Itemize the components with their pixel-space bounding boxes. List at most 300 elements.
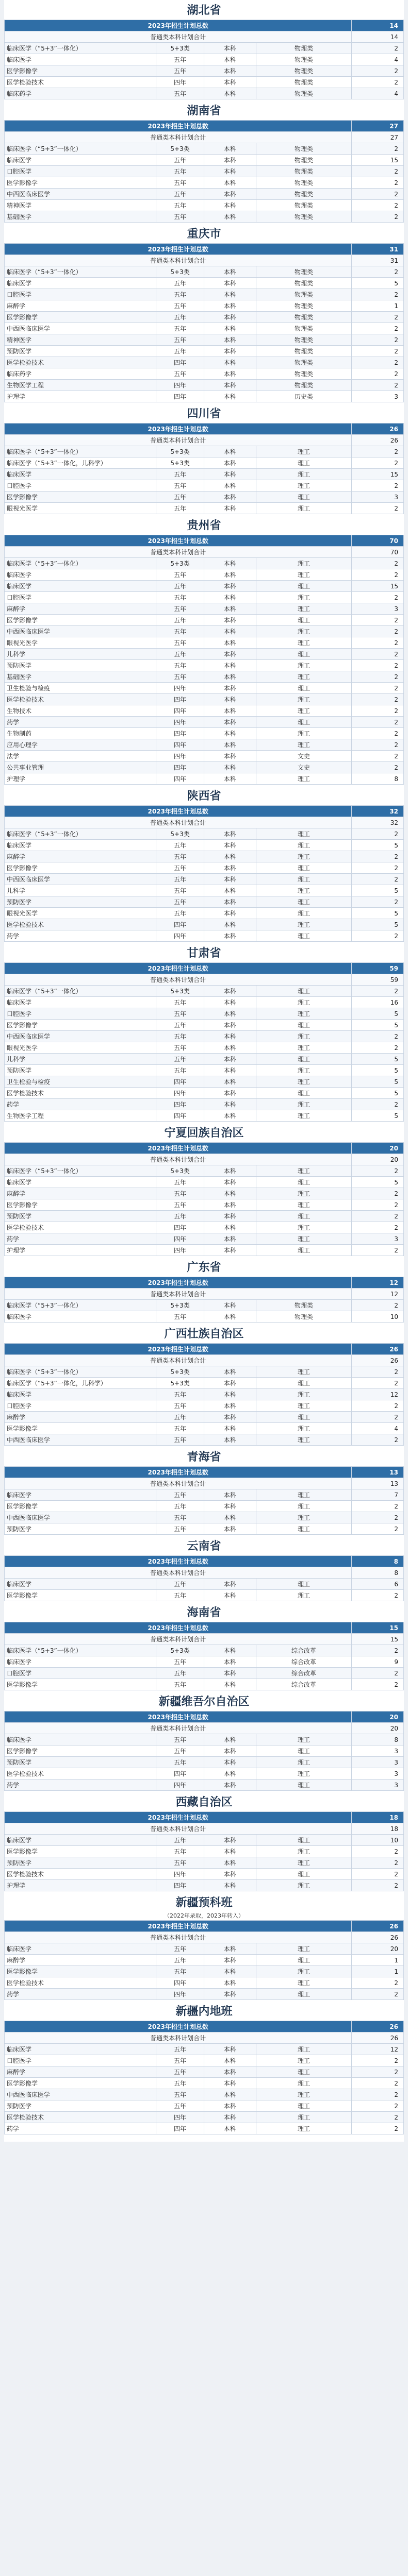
degree-level: 本科	[204, 54, 256, 65]
major-name: 预防医学	[5, 660, 156, 671]
subject-category: 理工	[256, 1008, 352, 1020]
subtotal-value: 31	[352, 255, 404, 266]
degree-level: 本科	[204, 1880, 256, 1891]
subject-category: 理工	[256, 660, 352, 671]
major-name: 儿科学	[5, 885, 156, 896]
plan-count: 2	[352, 65, 404, 77]
plan-count: 2	[352, 930, 404, 942]
table-row	[5, 1423, 404, 1434]
plan-table	[4, 1920, 404, 2000]
subject-category: 理工	[256, 885, 352, 896]
plan-total-row	[5, 2021, 404, 2032]
table-row	[5, 1054, 404, 1065]
table-row	[5, 671, 404, 683]
plan-count: 2	[352, 1869, 404, 1880]
table-row	[5, 1008, 404, 1020]
degree-level: 本科	[204, 2123, 256, 2134]
table-row	[5, 626, 404, 637]
degree-level: 本科	[204, 200, 256, 211]
subject-category: 理工	[256, 2078, 352, 2089]
table-row	[5, 1512, 404, 1523]
plan-count: 2	[352, 1031, 404, 1042]
duration: 5+3类	[156, 1378, 204, 1389]
plan-count: 16	[352, 997, 404, 1008]
duration: 五年	[156, 615, 204, 626]
duration: 四年	[156, 1099, 204, 1110]
degree-level: 本科	[204, 166, 256, 177]
degree-level: 本科	[204, 896, 256, 908]
province-section	[4, 1259, 404, 1323]
degree-level: 本科	[204, 828, 256, 840]
duration: 5+3类	[156, 266, 204, 278]
subtotal-label: 普通类本科计划合计	[5, 1289, 352, 1300]
subject-category: 文史	[256, 762, 352, 773]
major-name: 医学影像学	[5, 2078, 156, 2089]
plan-table	[4, 1555, 404, 1601]
plan-count: 2	[352, 1679, 404, 1690]
province-note: （2022年录取，2023年转入）	[164, 1912, 244, 1919]
degree-level: 本科	[204, 1645, 256, 1656]
plan-count: 2	[352, 1400, 404, 1412]
major-name: 临床医学	[5, 1656, 156, 1668]
duration: 四年	[156, 683, 204, 694]
plan-count: 2	[352, 503, 404, 514]
plan-total-label: 2023年招生计划总数	[5, 121, 352, 132]
table-row	[5, 1989, 404, 2000]
plan-total-value: 18	[352, 1812, 404, 1823]
subtotal-label: 普通类本科计划合计	[5, 1355, 352, 1366]
table-row	[5, 1579, 404, 1590]
plan-count: 2	[352, 986, 404, 997]
plan-count: 2	[352, 649, 404, 660]
degree-level: 本科	[204, 1099, 256, 1110]
plan-count: 2	[352, 2066, 404, 2078]
plan-count: 2	[352, 1512, 404, 1523]
plan-count: 2	[352, 312, 404, 323]
plan-count: 2	[352, 637, 404, 649]
major-name: 临床医学	[5, 1579, 156, 1590]
plan-count: 5	[352, 885, 404, 896]
major-name: 麻醉学	[5, 1955, 156, 1966]
plan-count: 2	[352, 480, 404, 492]
subject-category: 物理类	[256, 346, 352, 357]
duration: 5+3类	[156, 446, 204, 457]
major-name: 医学影像学	[5, 492, 156, 503]
major-name: 医学检验技术	[5, 694, 156, 705]
degree-level: 本科	[204, 492, 256, 503]
plan-count: 2	[352, 334, 404, 346]
plan-table	[4, 1466, 404, 1535]
degree-level: 本科	[204, 1211, 256, 1222]
major-name: 医学影像学	[5, 862, 156, 874]
major-name: 医学影像学	[5, 1020, 156, 1031]
table-row	[5, 1031, 404, 1042]
subtotal-label: 普通类本科计划合计	[5, 547, 352, 558]
province-title: 湖南省	[187, 105, 221, 117]
major-name: 眼视光医学	[5, 1042, 156, 1054]
subtotal-label: 普通类本科计划合计	[5, 1478, 352, 1489]
plan-count: 2	[352, 323, 404, 334]
degree-level: 本科	[204, 1489, 256, 1501]
plan-count: 2	[352, 2055, 404, 2066]
plan-count: 5	[352, 1020, 404, 1031]
degree-level: 本科	[204, 762, 256, 773]
plan-count: 4	[352, 1423, 404, 1434]
subject-category: 物理类	[256, 143, 352, 155]
plan-total-row	[5, 1467, 404, 1478]
duration: 五年	[156, 592, 204, 603]
plan-count: 5	[352, 919, 404, 930]
degree-level: 本科	[204, 1869, 256, 1880]
subtotal-row	[5, 435, 404, 446]
duration: 五年	[156, 1966, 204, 1977]
degree-level: 本科	[204, 1311, 256, 1323]
major-name: 医学影像学	[5, 177, 156, 189]
degree-level: 本科	[204, 1780, 256, 1791]
duration: 四年	[156, 1233, 204, 1245]
duration: 5+3类	[156, 1366, 204, 1378]
province-section	[4, 945, 404, 1122]
province-title: 云南省	[187, 1540, 221, 1553]
degree-level: 本科	[204, 1768, 256, 1780]
table-row	[5, 143, 404, 155]
duration: 五年	[156, 368, 204, 380]
subject-category: 物理类	[256, 43, 352, 54]
major-name: 眼视光医学	[5, 908, 156, 919]
degree-level: 本科	[204, 1943, 256, 1955]
plan-count: 8	[352, 773, 404, 785]
plan-count: 4	[352, 88, 404, 99]
major-name: 临床医学	[5, 1311, 156, 1323]
plan-count: 2	[352, 2123, 404, 2134]
major-name: 临床医学（“5+3”一体化，儿科学）	[5, 457, 156, 469]
degree-level: 本科	[204, 592, 256, 603]
table-row	[5, 1880, 404, 1891]
degree-level: 本科	[204, 997, 256, 1008]
subject-category: 物理类	[256, 357, 352, 368]
major-name: 临床药学	[5, 368, 156, 380]
major-name: 麻醉学	[5, 603, 156, 615]
subject-category: 理工	[256, 773, 352, 785]
degree-level: 本科	[204, 266, 256, 278]
major-name: 临床医学	[5, 581, 156, 592]
degree-level: 本科	[204, 1423, 256, 1434]
table-row	[5, 1523, 404, 1535]
subject-category: 理工	[256, 1222, 352, 1233]
table-row	[5, 54, 404, 65]
table-row	[5, 1869, 404, 1880]
duration: 四年	[156, 762, 204, 773]
province-section	[4, 1538, 404, 1601]
plan-count: 2	[352, 1378, 404, 1389]
duration: 五年	[156, 177, 204, 189]
plan-total-label: 2023年招生计划总数	[5, 1143, 352, 1154]
duration: 五年	[156, 896, 204, 908]
degree-level: 本科	[204, 1757, 256, 1768]
plan-total-label: 2023年招生计划总数	[5, 1467, 352, 1478]
plan-count: 9	[352, 1656, 404, 1668]
table-row	[5, 739, 404, 751]
duration: 四年	[156, 1989, 204, 2000]
major-name: 临床医学	[5, 1835, 156, 1846]
subject-category: 理工	[256, 705, 352, 717]
table-row	[5, 1412, 404, 1423]
duration: 五年	[156, 1020, 204, 1031]
table-row	[5, 300, 404, 312]
table-row	[5, 1846, 404, 1857]
table-row	[5, 457, 404, 469]
plan-count: 2	[352, 266, 404, 278]
subject-category: 理工	[256, 1846, 352, 1857]
plan-total-label: 2023年招生计划总数	[5, 1812, 352, 1823]
degree-level: 本科	[204, 1088, 256, 1099]
major-name: 医学影像学	[5, 1199, 156, 1211]
duration: 五年	[156, 1389, 204, 1400]
degree-level: 本科	[204, 1745, 256, 1757]
plan-count: 8	[352, 1734, 404, 1745]
plan-count: 5	[352, 1076, 404, 1088]
province-section	[4, 1794, 404, 1891]
duration: 四年	[156, 728, 204, 739]
subtotal-row	[5, 1567, 404, 1579]
degree-level: 本科	[204, 88, 256, 99]
plan-count: 2	[352, 211, 404, 223]
major-name: 法学	[5, 751, 156, 762]
subject-category: 理工	[256, 1734, 352, 1745]
plan-count: 2	[352, 1300, 404, 1311]
duration: 四年	[156, 751, 204, 762]
major-name: 临床医学（“5+3”一体化）	[5, 558, 156, 569]
duration: 五年	[156, 88, 204, 99]
plan-count: 5	[352, 278, 404, 289]
subtotal-row	[5, 255, 404, 266]
degree-level: 本科	[204, 143, 256, 155]
subject-category: 理工	[256, 851, 352, 862]
major-name: 预防医学	[5, 1857, 156, 1869]
degree-level: 本科	[204, 705, 256, 717]
subject-category: 理工	[256, 728, 352, 739]
major-name: 临床医学（“5+3”一体化）	[5, 828, 156, 840]
duration: 五年	[156, 1008, 204, 1020]
degree-level: 本科	[204, 2044, 256, 2055]
duration: 五年	[156, 54, 204, 65]
major-name: 药学	[5, 2123, 156, 2134]
subject-category: 理工	[256, 908, 352, 919]
duration: 五年	[156, 1734, 204, 1745]
major-name: 中西医临床医学	[5, 1434, 156, 1446]
table-row	[5, 2078, 404, 2089]
province-section	[4, 405, 404, 514]
plan-count: 2	[352, 1523, 404, 1535]
plan-total-value: 20	[352, 1711, 404, 1723]
plan-total-row	[5, 1812, 404, 1823]
major-name: 口腔医学	[5, 1008, 156, 1020]
table-row	[5, 155, 404, 166]
table-row	[5, 289, 404, 300]
duration: 五年	[156, 1489, 204, 1501]
plan-count: 2	[352, 728, 404, 739]
table-row	[5, 1835, 404, 1846]
subtotal-row	[5, 1723, 404, 1734]
subject-category: 理工	[256, 1768, 352, 1780]
plan-total-row	[5, 1622, 404, 1634]
duration: 五年	[156, 885, 204, 896]
plan-count: 2	[352, 626, 404, 637]
degree-level: 本科	[204, 671, 256, 683]
table-row	[5, 1501, 404, 1512]
plan-count: 2	[352, 1857, 404, 1869]
plan-count: 2	[352, 189, 404, 200]
plan-table	[4, 1622, 404, 1690]
subject-category: 理工	[256, 671, 352, 683]
degree-level: 本科	[204, 1008, 256, 1020]
subject-category: 理工	[256, 1054, 352, 1065]
subject-category: 物理类	[256, 289, 352, 300]
duration: 5+3类	[156, 986, 204, 997]
degree-level: 本科	[204, 862, 256, 874]
major-name: 医学影像学	[5, 1501, 156, 1512]
major-name: 药学	[5, 717, 156, 728]
subject-category: 理工	[256, 683, 352, 694]
degree-level: 本科	[204, 1300, 256, 1311]
duration: 五年	[156, 2078, 204, 2089]
plan-total-label: 2023年招生计划总数	[5, 20, 352, 31]
plan-total-value: 32	[352, 806, 404, 817]
duration: 五年	[156, 503, 204, 514]
duration: 五年	[156, 211, 204, 223]
duration: 五年	[156, 1745, 204, 1757]
plan-count: 2	[352, 166, 404, 177]
major-name: 生物医学工程	[5, 380, 156, 391]
major-name: 中西医临床医学	[5, 626, 156, 637]
subject-category: 理工	[256, 1076, 352, 1088]
major-name: 儿科学	[5, 649, 156, 660]
table-row	[5, 1757, 404, 1768]
plan-count: 2	[352, 2100, 404, 2112]
subject-category: 物理类	[256, 323, 352, 334]
subject-category: 物理类	[256, 200, 352, 211]
subject-category: 理工	[256, 615, 352, 626]
subject-category: 理工	[256, 1434, 352, 1446]
degree-level: 本科	[204, 1065, 256, 1076]
major-name: 中西医临床医学	[5, 2089, 156, 2100]
subject-category: 理工	[256, 558, 352, 569]
plan-count: 2	[352, 615, 404, 626]
major-name: 中西医临床医学	[5, 189, 156, 200]
degree-level: 本科	[204, 469, 256, 480]
duration: 五年	[156, 312, 204, 323]
duration: 四年	[156, 739, 204, 751]
degree-level: 本科	[204, 2055, 256, 2066]
subject-category: 理工	[256, 1835, 352, 1846]
subject-category: 物理类	[256, 155, 352, 166]
major-name: 麻醉学	[5, 1188, 156, 1199]
subtotal-row	[5, 1634, 404, 1645]
subject-category: 物理类	[256, 266, 352, 278]
plan-count: 2	[352, 2078, 404, 2089]
province-section	[4, 1449, 404, 1535]
major-name: 儿科学	[5, 1054, 156, 1065]
major-name: 预防医学	[5, 346, 156, 357]
degree-level: 本科	[204, 1989, 256, 2000]
major-name: 生物医学工程	[5, 1110, 156, 1122]
province-section	[4, 1125, 404, 1256]
subtotal-row	[5, 1932, 404, 1943]
major-name: 医学影像学	[5, 615, 156, 626]
subject-category: 理工	[256, 986, 352, 997]
degree-level: 本科	[204, 1245, 256, 1256]
major-name: 口腔医学	[5, 1400, 156, 1412]
subject-category: 理工	[256, 1378, 352, 1389]
duration: 五年	[156, 851, 204, 862]
subject-category: 物理类	[256, 77, 352, 88]
subtotal-label: 普通类本科计划合计	[5, 1932, 352, 1943]
subject-category: 理工	[256, 469, 352, 480]
plan-count: 15	[352, 155, 404, 166]
major-name: 公共事业管理	[5, 762, 156, 773]
major-name: 护理学	[5, 773, 156, 785]
plan-count: 2	[352, 2089, 404, 2100]
degree-level: 本科	[204, 739, 256, 751]
table-row	[5, 334, 404, 346]
duration: 五年	[156, 1188, 204, 1199]
plan-count: 2	[352, 1668, 404, 1679]
table-row	[5, 1378, 404, 1389]
degree-level: 本科	[204, 1668, 256, 1679]
duration: 五年	[156, 334, 204, 346]
plan-count: 5	[352, 1054, 404, 1065]
plan-count: 2	[352, 357, 404, 368]
plan-count: 3	[352, 1757, 404, 1768]
degree-level: 本科	[204, 637, 256, 649]
degree-level: 本科	[204, 1412, 256, 1423]
degree-level: 本科	[204, 1042, 256, 1054]
subject-category: 理工	[256, 997, 352, 1008]
subject-category: 理工	[256, 1590, 352, 1601]
subtotal-row	[5, 817, 404, 828]
duration: 五年	[156, 569, 204, 581]
subject-category: 理工	[256, 592, 352, 603]
table-row	[5, 1300, 404, 1311]
degree-level: 本科	[204, 1966, 256, 1977]
major-name: 口腔医学	[5, 592, 156, 603]
major-name: 预防医学	[5, 1065, 156, 1076]
degree-level: 本科	[204, 930, 256, 942]
degree-level: 本科	[204, 1165, 256, 1177]
table-row	[5, 751, 404, 762]
subject-category: 理工	[256, 1579, 352, 1590]
subject-category: 物理类	[256, 189, 352, 200]
duration: 四年	[156, 694, 204, 705]
subtotal-label: 普通类本科计划合计	[5, 132, 352, 143]
table-row	[5, 1088, 404, 1099]
duration: 五年	[156, 155, 204, 166]
degree-level: 本科	[204, 446, 256, 457]
major-name: 预防医学	[5, 1211, 156, 1222]
duration: 四年	[156, 391, 204, 402]
major-name: 医学检验技术	[5, 1768, 156, 1780]
degree-level: 本科	[204, 1389, 256, 1400]
degree-level: 本科	[204, 77, 256, 88]
major-name: 临床医学	[5, 1177, 156, 1188]
degree-level: 本科	[204, 569, 256, 581]
subject-category: 物理类	[256, 312, 352, 323]
subject-category: 理工	[256, 1065, 352, 1076]
plan-count: 3	[352, 492, 404, 503]
plan-table	[4, 120, 404, 223]
subtotal-value: 20	[352, 1723, 404, 1734]
province-title: 广东省	[187, 1261, 221, 1274]
